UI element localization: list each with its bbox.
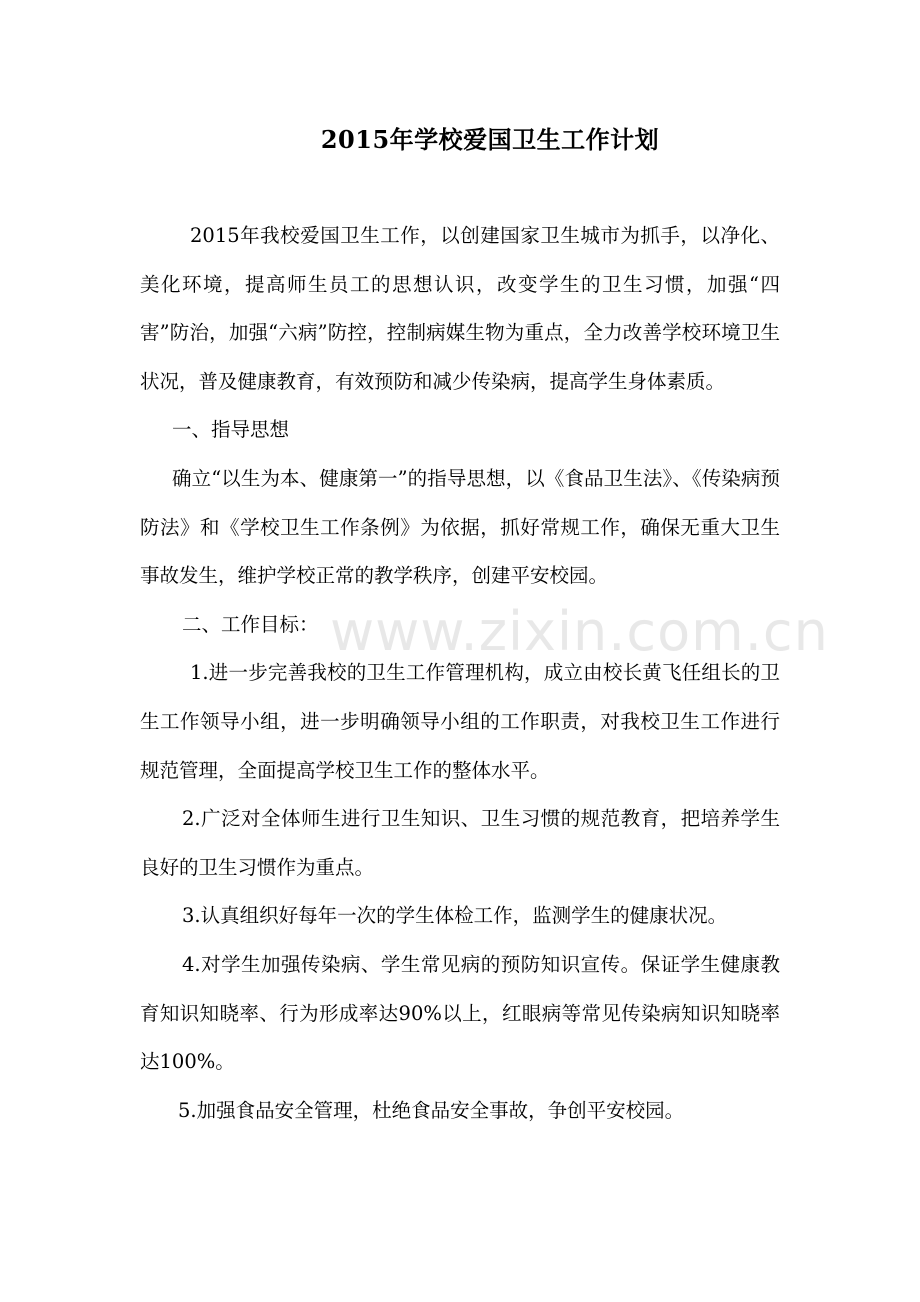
section-heading-guiding-ideology: 一、指导思想 xyxy=(172,418,290,442)
document-body xyxy=(140,212,780,1135)
guiding-ideology-paragraph: 确立“以生为本、健康第一”的指导思想，以《食品卫生法》、《传染病预防法》和《学校卫生工作条例》为依据，抓好常规工作，确保无重大卫生事故发生，维护学校正常的教学秩序，创建平安校园。 xyxy=(140,466,780,588)
goal-item-3: 3.认真组织好每年一次的学生体检工作，监测学生的健康状况。 xyxy=(182,904,728,928)
goal-item-2: 2.广泛对全体师生进行卫生知识、卫生习惯的规范教育，把培养学生良好的卫生习惯作为重点。 xyxy=(140,807,780,879)
goal-item-5: 5.加强食品安全管理，杜绝食品安全事故，争创平安校园。 xyxy=(178,1098,685,1122)
page-title: 2015年学校爱国卫生工作计划 xyxy=(320,125,660,154)
goal-item-4: 4.对学生加强传染病、学生常见病的预防知识宣传。保证学生健康教育知识知晓率、行为形成率达90%以上，红眼病等常见传染病知识知晓率达100%。 xyxy=(140,952,780,1074)
goal-item-1: 1.进一步完善我校的卫生工作管理机构，成立由校长黄飞任组长的卫生工作领导小组，进一步明确领导小组的工作职责，对我校卫生工作进行规范管理，全面提高学校卫生工作的整体水平。 xyxy=(140,661,780,782)
watermark: www.zixin.com.cn xyxy=(330,600,829,663)
section-heading-work-goals: 二、工作目标： xyxy=(182,612,319,636)
intro-paragraph: 2015年我校爱国卫生工作，以创建国家卫生城市为抓手，以净化、美化环境，提高师生员工的思想认识，改变学生的卫生习惯，加强“四害”防治，加强“六病”防控，控制病媒生物为重点，全力改善学校环境卫生状况，普及健康教育，有效预防和减少传染病，提高学生身体素质。 xyxy=(140,224,780,393)
